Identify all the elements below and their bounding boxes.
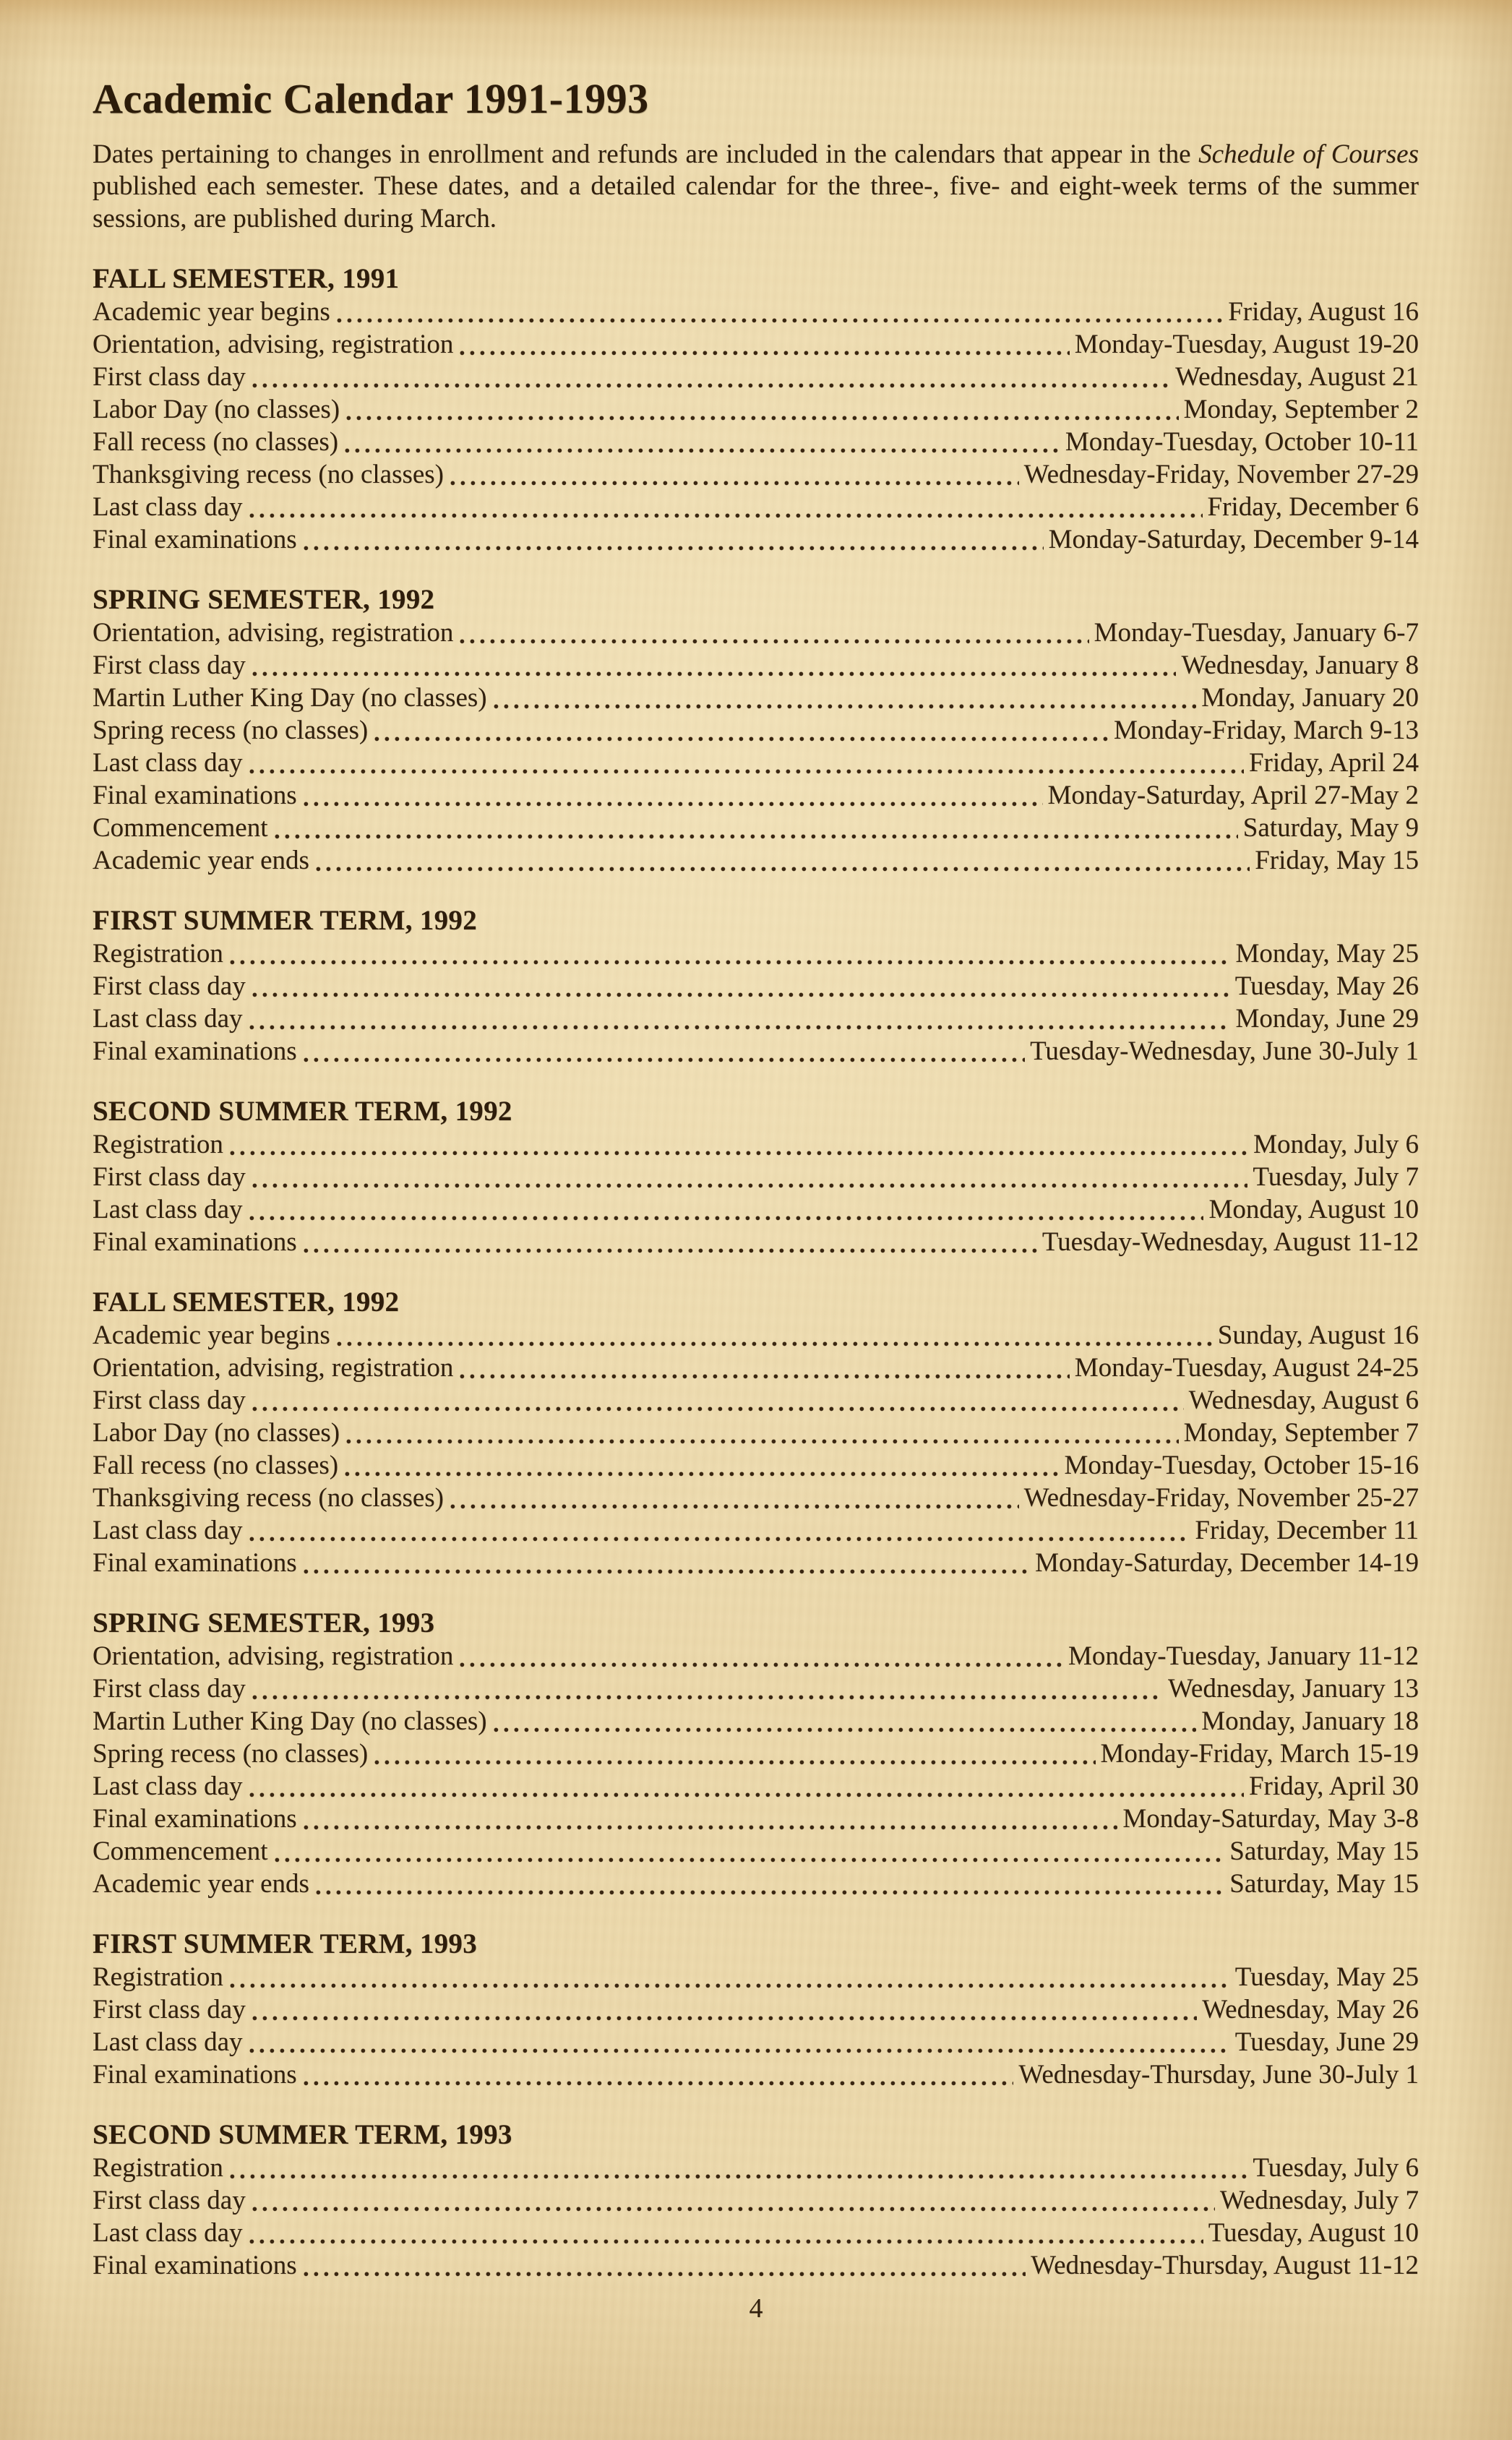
calendar-row <box>93 1417 1419 1449</box>
calendar-row <box>93 844 1419 877</box>
calendar-row <box>93 649 1419 682</box>
row-label: First class day <box>93 650 246 680</box>
row-label: First class day <box>93 971 246 1001</box>
row-label: First class day <box>93 2185 246 2215</box>
dot-leader <box>337 296 1223 328</box>
row-label: Last class day <box>93 1003 243 1034</box>
dot-leader <box>494 1705 1197 1737</box>
dot-leader <box>304 779 1043 812</box>
row-date: Monday, January 18 <box>1201 1706 1419 1736</box>
row-label: Martin Luther King Day (no classes) <box>93 1706 487 1736</box>
dot-leader <box>249 2026 1230 2058</box>
row-label: Fall recess (no classes) <box>93 1450 339 1480</box>
calendar-row <box>93 1449 1419 1482</box>
calendar-row <box>93 1384 1419 1417</box>
row-date: Tuesday, June 29 <box>1234 2027 1419 2057</box>
calendar-row <box>93 1002 1419 1035</box>
calendar-row <box>93 2217 1419 2249</box>
row-label: First class day <box>93 1673 246 1704</box>
row-date: Wednesday, January 8 <box>1181 650 1419 680</box>
dot-leader <box>275 1835 1225 1868</box>
row-date: Monday-Friday, March 9-13 <box>1114 715 1419 745</box>
row-label: Commencement <box>93 1836 268 1866</box>
intro-text-after: published each semester. These dates, and a detailed calendar for the three-, five- and eight-week terms of the summer sessions, are published during March. <box>93 171 1419 233</box>
row-date: Wednesday, August 6 <box>1188 1385 1419 1415</box>
row-date: Monday-Friday, March 15-19 <box>1100 1738 1419 1769</box>
row-date: Tuesday, May 25 <box>1234 1962 1419 1992</box>
row-label: Final examinations <box>93 1227 297 1257</box>
calendar-row <box>93 1193 1419 1226</box>
semester-section <box>93 1928 1419 2091</box>
row-label: First class day <box>93 1994 246 2024</box>
dot-leader <box>252 1161 1248 1193</box>
dot-leader <box>252 1993 1198 2026</box>
dot-leader <box>249 2217 1203 2249</box>
row-date: Saturday, May 9 <box>1242 812 1419 843</box>
row-label: Academic year begins <box>93 1320 330 1350</box>
section-heading: SECOND SUMMER TERM, 1993 <box>93 2118 512 2150</box>
calendar-row <box>93 1770 1419 1803</box>
dot-leader <box>460 1640 1063 1672</box>
calendar-row <box>93 1128 1419 1161</box>
row-date: Monday-Tuesday, August 19-20 <box>1074 329 1419 359</box>
semester-section <box>93 1286 1419 1579</box>
row-label: Orientation, advising, registration <box>93 329 454 359</box>
row-label: Spring recess (no classes) <box>93 1738 369 1769</box>
dot-leader <box>249 1193 1204 1226</box>
row-date: Monday, August 10 <box>1208 1194 1419 1224</box>
row-label: Labor Day (no classes) <box>93 394 340 424</box>
calendar-row <box>93 2184 1419 2217</box>
row-label: Thanksgiving recess (no classes) <box>93 459 444 489</box>
calendar-row <box>93 779 1419 812</box>
dot-leader <box>450 1482 1019 1514</box>
semester-section <box>93 904 1419 1068</box>
section-heading: SPRING SEMESTER, 1992 <box>93 583 435 615</box>
row-label: First class day <box>93 1385 246 1415</box>
calendar-row <box>93 970 1419 1002</box>
row-label: Academic year ends <box>93 845 309 875</box>
calendar-row <box>93 2058 1419 2091</box>
row-label: First class day <box>93 361 246 392</box>
dot-leader <box>304 1226 1037 1258</box>
semester-section <box>93 262 1419 556</box>
dot-leader <box>494 682 1197 714</box>
dot-leader <box>230 2152 1248 2184</box>
calendar-row <box>93 2026 1419 2058</box>
row-label: Spring recess (no classes) <box>93 715 369 745</box>
row-date: Wednesday, August 21 <box>1175 361 1419 392</box>
row-label: Orientation, advising, registration <box>93 1641 454 1671</box>
row-date: Monday-Saturday, December 14-19 <box>1035 1547 1419 1578</box>
calendar-row <box>93 458 1419 491</box>
dot-leader <box>252 970 1230 1002</box>
calendar-row <box>93 1352 1419 1384</box>
dot-leader <box>460 617 1088 649</box>
row-label: Final examinations <box>93 1036 297 1066</box>
row-label: Academic year begins <box>93 296 330 327</box>
calendar-row <box>93 1482 1419 1514</box>
dot-leader <box>304 1803 1118 1835</box>
row-date: Monday-Saturday, May 3-8 <box>1122 1803 1419 1834</box>
intro-italic-title: Schedule of Courses <box>1198 139 1419 169</box>
row-date: Wednesday-Thursday, June 30-July 1 <box>1018 2059 1419 2089</box>
row-date: Monday-Tuesday, August 24-25 <box>1074 1352 1419 1383</box>
intro-paragraph <box>93 139 1419 235</box>
row-label: Final examinations <box>93 2250 297 2280</box>
intro-text-before: Dates pertaining to changes in enrollment and refunds are included in the calendars that appear in the <box>93 139 1199 169</box>
row-date: Tuesday, May 26 <box>1234 971 1419 1001</box>
row-date: Saturday, May 15 <box>1229 1836 1419 1866</box>
semester-section <box>93 1607 1419 1900</box>
row-label: Registration <box>93 938 223 968</box>
calendar-row <box>93 937 1419 970</box>
row-label: Last class day <box>93 1771 243 1801</box>
calendar-row <box>93 1319 1419 1352</box>
dot-leader <box>252 649 1177 682</box>
row-label: Orientation, advising, registration <box>93 617 454 648</box>
row-date: Monday-Saturday, December 9-14 <box>1048 524 1419 554</box>
calendar-row <box>93 523 1419 556</box>
row-label: Final examinations <box>93 1547 297 1578</box>
section-heading: FIRST SUMMER TERM, 1993 <box>93 1928 478 1959</box>
dot-leader <box>304 2058 1014 2091</box>
row-date: Wednesday, January 13 <box>1167 1673 1419 1704</box>
calendar-row <box>93 1226 1419 1258</box>
calendar-row <box>93 296 1419 328</box>
row-date: Friday, December 11 <box>1195 1515 1419 1545</box>
calendar-row <box>93 682 1419 714</box>
dot-leader <box>304 1035 1025 1068</box>
dot-leader <box>337 1319 1213 1352</box>
row-date: Saturday, May 15 <box>1229 1868 1419 1899</box>
row-date: Friday, August 16 <box>1228 296 1419 327</box>
section-heading: FIRST SUMMER TERM, 1992 <box>93 904 478 936</box>
row-label: Commencement <box>93 812 268 843</box>
section-heading: FALL SEMESTER, 1991 <box>93 262 400 294</box>
row-label: Fall recess (no classes) <box>93 426 339 457</box>
dot-leader <box>249 1770 1244 1803</box>
row-label: Registration <box>93 1962 223 1992</box>
calendar-row <box>93 1737 1419 1770</box>
dot-leader <box>275 812 1238 844</box>
calendar-row <box>93 617 1419 649</box>
row-label: Final examinations <box>93 524 297 554</box>
row-label: Last class day <box>93 1515 243 1545</box>
row-date: Sunday, August 16 <box>1217 1320 1419 1350</box>
calendar-row <box>93 491 1419 523</box>
row-date: Monday-Tuesday, January 11-12 <box>1068 1641 1419 1671</box>
page-title: Academic Calendar 1991-1993 <box>93 75 649 122</box>
calendar-row <box>93 1514 1419 1547</box>
calendar-row <box>93 1672 1419 1705</box>
row-label: Last class day <box>93 2027 243 2057</box>
row-date: Monday, January 20 <box>1201 682 1419 713</box>
calendar-row <box>93 747 1419 779</box>
dot-leader <box>316 844 1250 877</box>
row-date: Monday-Tuesday, October 15-16 <box>1064 1450 1419 1480</box>
semester-section <box>93 583 1419 877</box>
row-label: Orientation, advising, registration <box>93 1352 454 1383</box>
dot-leader <box>316 1868 1224 1900</box>
dot-leader <box>345 426 1060 458</box>
calendar-row <box>93 426 1419 458</box>
dot-leader <box>249 1002 1231 1035</box>
row-date: Tuesday, July 6 <box>1253 2152 1419 2183</box>
row-date: Tuesday, July 7 <box>1253 1161 1419 1192</box>
dot-leader <box>345 1449 1059 1482</box>
row-label: Final examinations <box>93 2059 297 2089</box>
row-date: Friday, May 15 <box>1255 845 1419 875</box>
section-heading: FALL SEMESTER, 1992 <box>93 1286 400 1318</box>
dot-leader <box>460 328 1069 361</box>
section-heading: SPRING SEMESTER, 1993 <box>93 1607 435 1638</box>
calendar-row <box>93 1961 1419 1993</box>
row-date: Wednesday, July 7 <box>1219 2185 1419 2215</box>
dot-leader <box>230 937 1231 970</box>
row-label: Last class day <box>93 747 243 778</box>
dot-leader <box>374 714 1109 747</box>
row-label: Registration <box>93 1129 223 1159</box>
dot-leader <box>249 491 1203 523</box>
dot-leader <box>230 1961 1230 1993</box>
semester-section <box>93 1095 1419 1258</box>
dot-leader <box>249 747 1244 779</box>
section-heading: SECOND SUMMER TERM, 1992 <box>93 1095 512 1127</box>
calendar-row <box>93 2249 1419 2282</box>
dot-leader <box>230 1128 1248 1161</box>
row-label: Final examinations <box>93 1803 297 1834</box>
row-label: Final examinations <box>93 780 297 810</box>
row-date: Monday-Tuesday, October 10-11 <box>1065 426 1419 457</box>
row-date: Tuesday-Wednesday, June 30-July 1 <box>1030 1036 1419 1066</box>
row-label: Last class day <box>93 1194 243 1224</box>
row-date: Monday, September 7 <box>1183 1417 1419 1448</box>
row-label: First class day <box>93 1161 246 1192</box>
row-date: Monday-Saturday, April 27-May 2 <box>1047 780 1419 810</box>
row-label: Labor Day (no classes) <box>93 1417 340 1448</box>
dot-leader <box>249 1514 1190 1547</box>
dot-leader <box>252 1672 1163 1705</box>
row-date: Friday, December 6 <box>1207 491 1419 522</box>
semester-section <box>93 2118 1419 2282</box>
dot-leader <box>450 458 1019 491</box>
calendar-row <box>93 1640 1419 1672</box>
dot-leader <box>346 393 1178 426</box>
row-date: Tuesday-Wednesday, August 11-12 <box>1041 1227 1419 1257</box>
calendar-row <box>93 1868 1419 1900</box>
row-date: Monday-Tuesday, January 6-7 <box>1094 617 1419 648</box>
row-date: Friday, April 24 <box>1248 747 1419 778</box>
row-date: Friday, April 30 <box>1248 1771 1419 1801</box>
dot-leader <box>304 523 1044 556</box>
calendar-row <box>93 1835 1419 1868</box>
row-label: Thanksgiving recess (no classes) <box>93 1482 444 1513</box>
row-date: Monday, July 6 <box>1253 1129 1419 1159</box>
row-label: Academic year ends <box>93 1868 309 1899</box>
calendar-row <box>93 393 1419 426</box>
dot-leader <box>304 2249 1026 2282</box>
row-label: Last class day <box>93 491 243 522</box>
row-date: Monday, May 25 <box>1235 938 1419 968</box>
row-label: Martin Luther King Day (no classes) <box>93 682 487 713</box>
row-date: Wednesday, May 26 <box>1202 1994 1419 2024</box>
dot-leader <box>252 361 1170 393</box>
row-date: Wednesday-Friday, November 27-29 <box>1023 459 1419 489</box>
dot-leader <box>304 1547 1031 1579</box>
calendar-sections <box>93 262 1419 2282</box>
calendar-row <box>93 1993 1419 2026</box>
dot-leader <box>252 1384 1184 1417</box>
row-date: Monday, June 29 <box>1235 1003 1419 1034</box>
calendar-row <box>93 328 1419 361</box>
calendar-row <box>93 1035 1419 1068</box>
dot-leader <box>374 1737 1095 1770</box>
calendar-row <box>93 1161 1419 1193</box>
calendar-row <box>93 714 1419 747</box>
dot-leader <box>346 1417 1178 1449</box>
page-number: 4 <box>749 2293 763 2324</box>
calendar-row <box>93 812 1419 844</box>
row-label: Registration <box>93 2152 223 2183</box>
calendar-row <box>93 2152 1419 2184</box>
calendar-row <box>93 1547 1419 1579</box>
row-date: Tuesday, August 10 <box>1208 2217 1419 2248</box>
row-label: Last class day <box>93 2217 243 2248</box>
dot-leader <box>460 1352 1069 1384</box>
dot-leader <box>252 2184 1215 2217</box>
calendar-row <box>93 1705 1419 1737</box>
row-date: Monday, September 2 <box>1183 394 1419 424</box>
calendar-row <box>93 361 1419 393</box>
row-date: Wednesday-Thursday, August 11-12 <box>1031 2250 1419 2280</box>
row-date: Wednesday-Friday, November 25-27 <box>1023 1482 1419 1513</box>
calendar-row <box>93 1803 1419 1835</box>
